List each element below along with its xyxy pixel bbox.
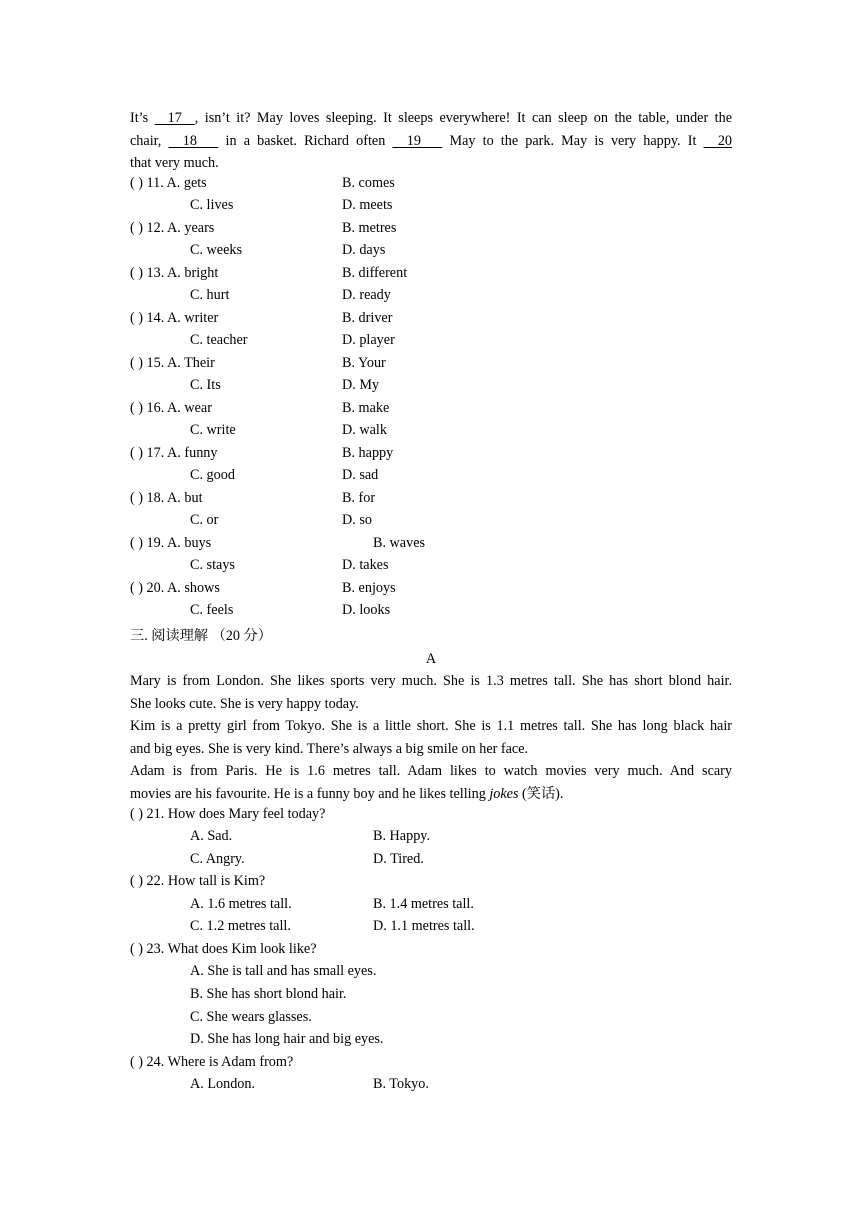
q15-option-d: D. My — [342, 377, 380, 393]
q23-stem: ( ) 23. What does Kim look like? — [130, 941, 317, 957]
passage-line-3: that very much. — [130, 155, 219, 171]
q14-option-c: C. teacher — [190, 332, 248, 348]
passage-line-1 — [130, 107, 732, 130]
q15-stem: ( ) 15. A. Their — [130, 355, 215, 371]
q20-option-d: D. looks — [342, 602, 391, 618]
passage-line-2 — [130, 130, 732, 153]
q21-stem: ( ) 21. How does Mary feel today? — [130, 806, 326, 822]
q11-stem: ( ) 11. A. gets — [130, 175, 207, 191]
q23-option-b: B. She has short blond hair. — [190, 986, 347, 1002]
q21-option-a: A. Sad. — [190, 828, 233, 844]
q23-option-d: D. She has long hair and big eyes. — [190, 1031, 384, 1047]
q18-option-c: C. or — [190, 512, 219, 528]
blank-20: 20 — [703, 133, 733, 149]
text: May to the park. May is very happy. It — [442, 133, 704, 149]
q18-stem: ( ) 18. A. but — [130, 490, 203, 506]
q15-option-b: B. Your — [342, 355, 386, 371]
q19-option-c: C. stays — [190, 557, 235, 573]
passage-a-p3-line1: Adam is from Paris. He is 1.6 metres tall. Adam likes to watch movies very much. And scary — [130, 763, 732, 779]
passage-a-p1-line2: She looks cute. She is very happy today. — [130, 696, 359, 712]
text: It’s — [130, 110, 155, 126]
passage-title: A — [425, 651, 437, 667]
passage-a-p3-line2 — [130, 783, 732, 806]
passage-a-p2-line2: and big eyes. She is very kind. There’s always a big smile on her face. — [130, 741, 529, 757]
blank-17: 17 — [154, 110, 195, 126]
q21-option-d: D. Tired. — [373, 851, 424, 867]
q16-stem: ( ) 16. A. wear — [130, 400, 212, 416]
q22-option-c: C. 1.2 metres tall. — [190, 918, 291, 934]
text: chair, — [130, 133, 169, 149]
blank-19: 19 — [392, 133, 443, 149]
text: in a basket. Richard often — [218, 133, 393, 149]
q22-option-a: A. 1.6 metres tall. — [190, 896, 292, 912]
q19-option-d: D. takes — [342, 557, 389, 573]
q20-option-c: C. feels — [190, 602, 234, 618]
q17-option-c: C. good — [190, 467, 235, 483]
text: (笑话). — [518, 786, 564, 802]
q17-stem: ( ) 17. A. funny — [130, 445, 218, 461]
q12-option-c: C. weeks — [190, 242, 243, 258]
q23-option-c: C. She wears glasses. — [190, 1009, 312, 1025]
q24-option-b: B. Tokyo. — [373, 1076, 429, 1092]
text: , isn’t it? May loves sleeping. It sleeps everywhere! It can sleep on the table, under the — [194, 110, 733, 126]
q20-option-b: B. enjoys — [342, 580, 396, 596]
q19-option-b: B. waves — [373, 535, 426, 551]
q21-option-c: C. Angry. — [190, 851, 245, 867]
q14-stem: ( ) 14. A. writer — [130, 310, 219, 326]
text: movies are his favourite. He is a funny boy and he likes telling — [130, 786, 490, 802]
q18-option-d: D. so — [342, 512, 372, 528]
q23-option-a: A. She is tall and has small eyes. — [190, 963, 377, 979]
q22-option-d: D. 1.1 metres tall. — [373, 918, 475, 934]
passage-a-p1-line1: Mary is from London. She likes sports very much. She is 1.3 metres tall. She has short blond hair. — [130, 673, 732, 689]
q22-stem: ( ) 22. How tall is Kim? — [130, 873, 266, 889]
q16-option-b: B. make — [342, 400, 390, 416]
q11-option-d: D. meets — [342, 197, 393, 213]
italic-word: jokes — [489, 786, 519, 802]
q11-option-b: B. comes — [342, 175, 395, 191]
blank-18: 18 — [168, 133, 219, 149]
q17-option-d: D. sad — [342, 467, 379, 483]
q14-option-b: B. driver — [342, 310, 393, 326]
q22-option-b: B. 1.4 metres tall. — [373, 896, 474, 912]
q12-option-d: D. days — [342, 242, 386, 258]
q11-option-c: C. lives — [190, 197, 234, 213]
q18-option-b: B. for — [342, 490, 376, 506]
section-heading: 三. 阅读理解 （20 分） — [130, 628, 272, 644]
q17-option-b: B. happy — [342, 445, 394, 461]
q14-option-d: D. player — [342, 332, 395, 348]
q13-option-d: D. ready — [342, 287, 391, 303]
passage-a-p2-line1: Kim is a pretty girl from Tokyo. She is a little short. She is 1.1 metres tall. She has long black hair — [130, 718, 732, 734]
q24-option-a: A. London. — [190, 1076, 256, 1092]
q15-option-c: C. Its — [190, 377, 221, 393]
q21-option-b: B. Happy. — [373, 828, 431, 844]
q12-option-b: B. metres — [342, 220, 397, 236]
q13-stem: ( ) 13. A. bright — [130, 265, 219, 281]
q16-option-c: C. write — [190, 422, 236, 438]
q24-stem: ( ) 24. Where is Adam from? — [130, 1054, 294, 1070]
q16-option-d: D. walk — [342, 422, 387, 438]
q13-option-b: B. different — [342, 265, 408, 281]
q20-stem: ( ) 20. A. shows — [130, 580, 220, 596]
q13-option-c: C. hurt — [190, 287, 230, 303]
q19-stem: ( ) 19. A. buys — [130, 535, 212, 551]
q12-stem: ( ) 12. A. years — [130, 220, 215, 236]
